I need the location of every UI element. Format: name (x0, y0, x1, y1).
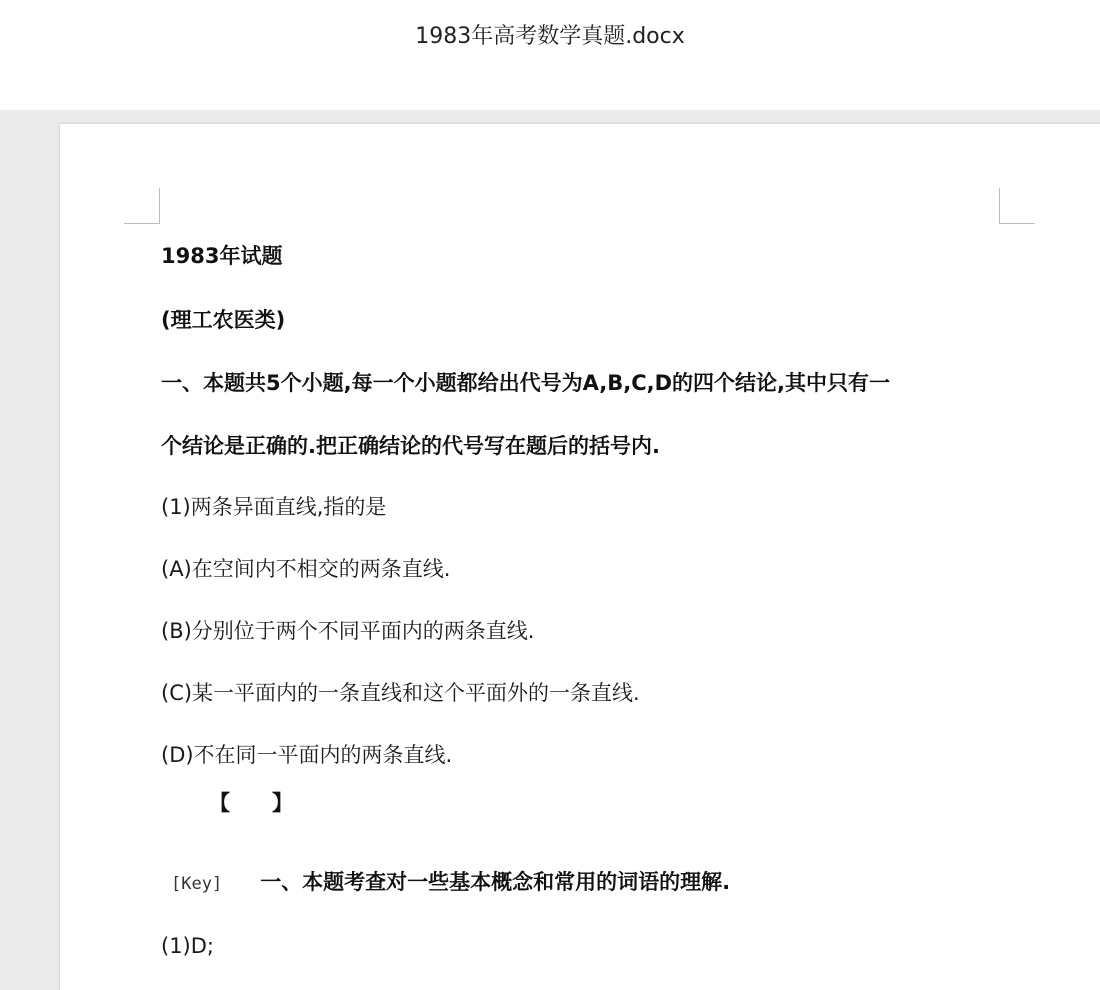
heading (161, 241, 282, 271)
key-line (161, 867, 730, 899)
answer-bracket: 【 】 (209, 791, 293, 815)
document-page[interactable] (60, 124, 1100, 990)
key-tag: [Key] (171, 874, 223, 894)
question-1: (1)两条异面直线,指的是 (161, 495, 387, 519)
margin-marker-top-right (999, 188, 1035, 224)
document-canvas[interactable] (0, 110, 1100, 990)
heading-text: 年试题 (219, 244, 283, 268)
section1-instructions-line2: 个结论是正确的.把正确结论的代号写在题后的括号内. (161, 434, 660, 458)
answer-1: (1)D; (161, 934, 214, 958)
title-bar (0, 0, 1100, 110)
document-title: 1983年高考数学真题.docx (415, 24, 685, 49)
key-text: 一、本题考查对一些基本概念和常用的词语的理解. (260, 870, 731, 894)
option-b: (B)分别位于两个不同平面内的两条直线. (161, 619, 535, 643)
option-d: (D)不在同一平面内的两条直线. (161, 743, 453, 767)
subheading: (理工农医类) (161, 308, 286, 332)
option-c: (C)某一平面内的一条直线和这个平面外的一条直线. (161, 681, 640, 705)
margin-marker-top-left (124, 188, 160, 224)
option-a: (A)在空间内不相交的两条直线. (161, 557, 451, 581)
section1-instructions-line1: 一、本题共5个小题,每一个小题都给出代号为A,B,C,D的四个结论,其中只有一 (161, 371, 890, 395)
heading-year: 1983 (161, 244, 220, 268)
